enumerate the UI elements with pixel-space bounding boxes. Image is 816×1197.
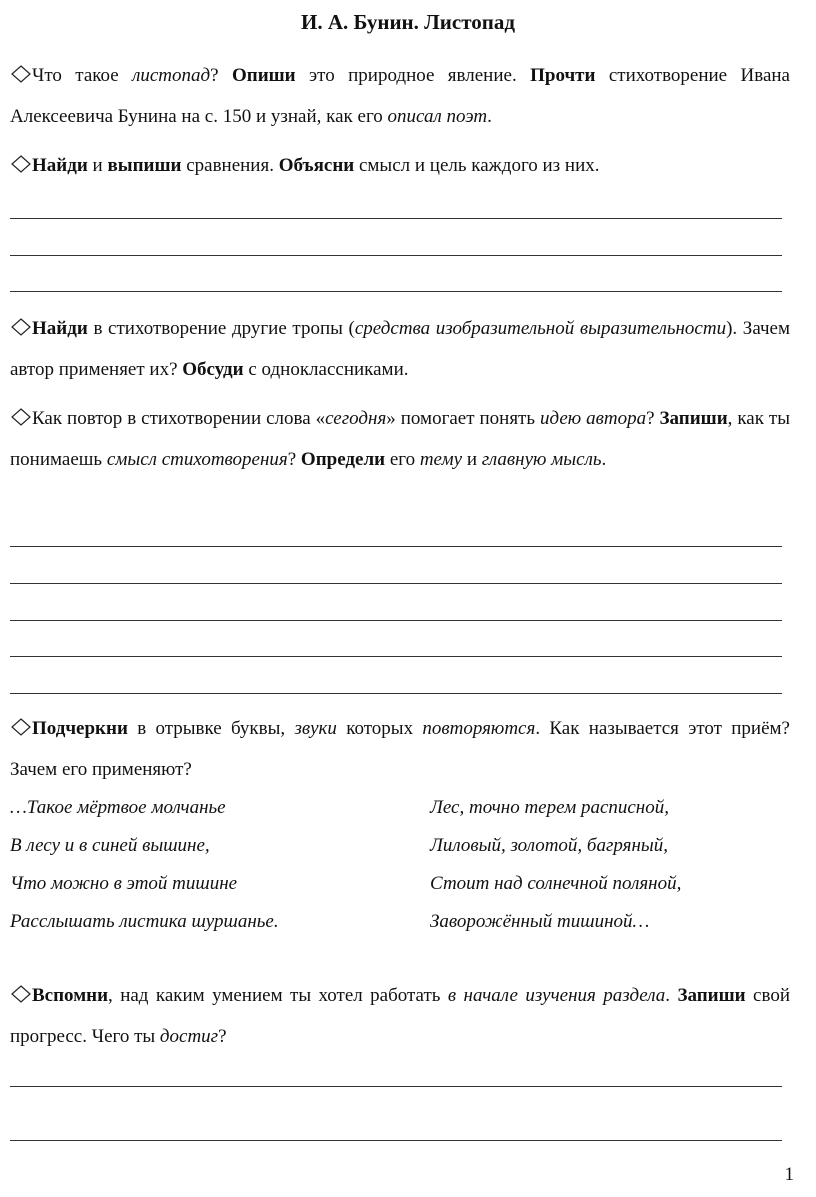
keyword: Подчеркни [32,718,128,739]
task-1 [10,55,790,137]
keyword: Найди [32,155,88,176]
emphasis: в начале изучения раздела [447,985,666,1006]
answer-line[interactable] [10,1086,782,1087]
text: » помогает понять [386,408,540,429]
diamond-bullet-icon [10,985,32,1003]
task-5 [10,708,790,790]
text: ? [218,1026,227,1047]
emphasis: смысл стихотворения [106,449,288,470]
keyword: Прочти [530,65,596,86]
poem-column-left [10,789,390,941]
poem-line[interactable]: Лиловый, золотой, багряный, [430,835,669,856]
poem-line[interactable]: Расслышать листика шуршанье. [10,911,279,932]
keyword: Определи [300,449,386,470]
answer-line[interactable] [10,620,782,621]
emphasis: описал поэт [387,106,488,127]
answer-line[interactable] [10,255,782,256]
text: свой прогресс. Чего ты [10,985,790,1047]
text: ? [210,65,232,86]
answer-line[interactable] [10,693,782,694]
poem-line[interactable]: Заворожённый тишиной… [430,911,650,932]
emphasis: главную мысль [481,449,602,470]
diamond-bullet-icon [10,155,32,173]
text: . [665,985,678,1006]
text: , как ты понимаешь [10,408,790,470]
task-6 [10,975,790,1057]
emphasis: средства изобразительной выразительности [354,318,727,339]
emphasis: сегодня [325,408,387,429]
keyword: Запиши [659,408,728,429]
keyword: выпиши [107,155,182,176]
emphasis: листопад [132,65,211,86]
poem-column-right [430,789,810,941]
text: Что такое [32,65,133,86]
poem-line[interactable]: …Такое мёртвое молчанье [10,797,226,818]
page-title: И. А. Бунин. Листопад [301,10,515,34]
text: которых [336,718,423,739]
text: стихотворение Ивана Алексеевича Бунина на с. 150 и узнай, как его [10,65,790,127]
answer-line[interactable] [10,218,782,219]
task-3 [10,308,790,390]
text: . [487,106,492,127]
keyword: Опиши [231,65,296,86]
poem-line[interactable]: Что можно в этой тишине [10,873,238,894]
diamond-bullet-icon [10,408,32,426]
poem-line[interactable]: Лес, точно терем расписной, [430,797,669,818]
text: смысл и цель каждого из них. [354,155,600,176]
emphasis: идею автора [539,408,647,429]
keyword: Обсуди [182,359,244,380]
task-4 [10,398,790,480]
keyword: Вспомни [32,985,109,1006]
text: . Как называется этот приём? Зачем его применяют? [10,718,790,780]
text: и [462,449,482,470]
keyword: Найди [32,318,88,339]
emphasis: повторяются [422,718,536,739]
text: . [601,449,607,470]
text: сравнения. [181,155,279,176]
text: , над каким умением ты хотел работать [108,985,448,1006]
text: ? [287,449,301,470]
task-2 [10,145,790,186]
text: ). Зачем автор применяет их? [10,318,791,380]
emphasis: звуки [294,718,337,739]
page-number: 1 [784,1164,794,1185]
poem-line[interactable]: В лесу и в синей вышине, [10,835,210,856]
text: Как повтор в стихотворении слова « [32,408,326,429]
answer-line[interactable] [10,1140,782,1141]
text: в отрывке буквы, [127,718,295,739]
answer-line[interactable] [10,291,782,292]
text: ? [646,408,660,429]
text: с одноклассниками. [243,359,409,380]
diamond-bullet-icon [10,65,32,83]
text: и [87,155,108,176]
answer-line[interactable] [10,583,782,584]
poem-line[interactable]: Стоит над солнечной поляной, [430,873,682,894]
text: его [385,449,420,470]
diamond-bullet-icon [10,318,32,336]
emphasis: достиг [159,1026,219,1047]
diamond-bullet-icon [10,718,32,736]
answer-line[interactable] [10,656,782,657]
keyword: Запиши [677,985,746,1006]
emphasis: тему [419,449,463,470]
keyword: Объясни [278,155,355,176]
text: в стихотворение другие тропы ( [87,318,355,339]
answer-line[interactable] [10,546,782,547]
text: это природное явление. [295,65,531,86]
